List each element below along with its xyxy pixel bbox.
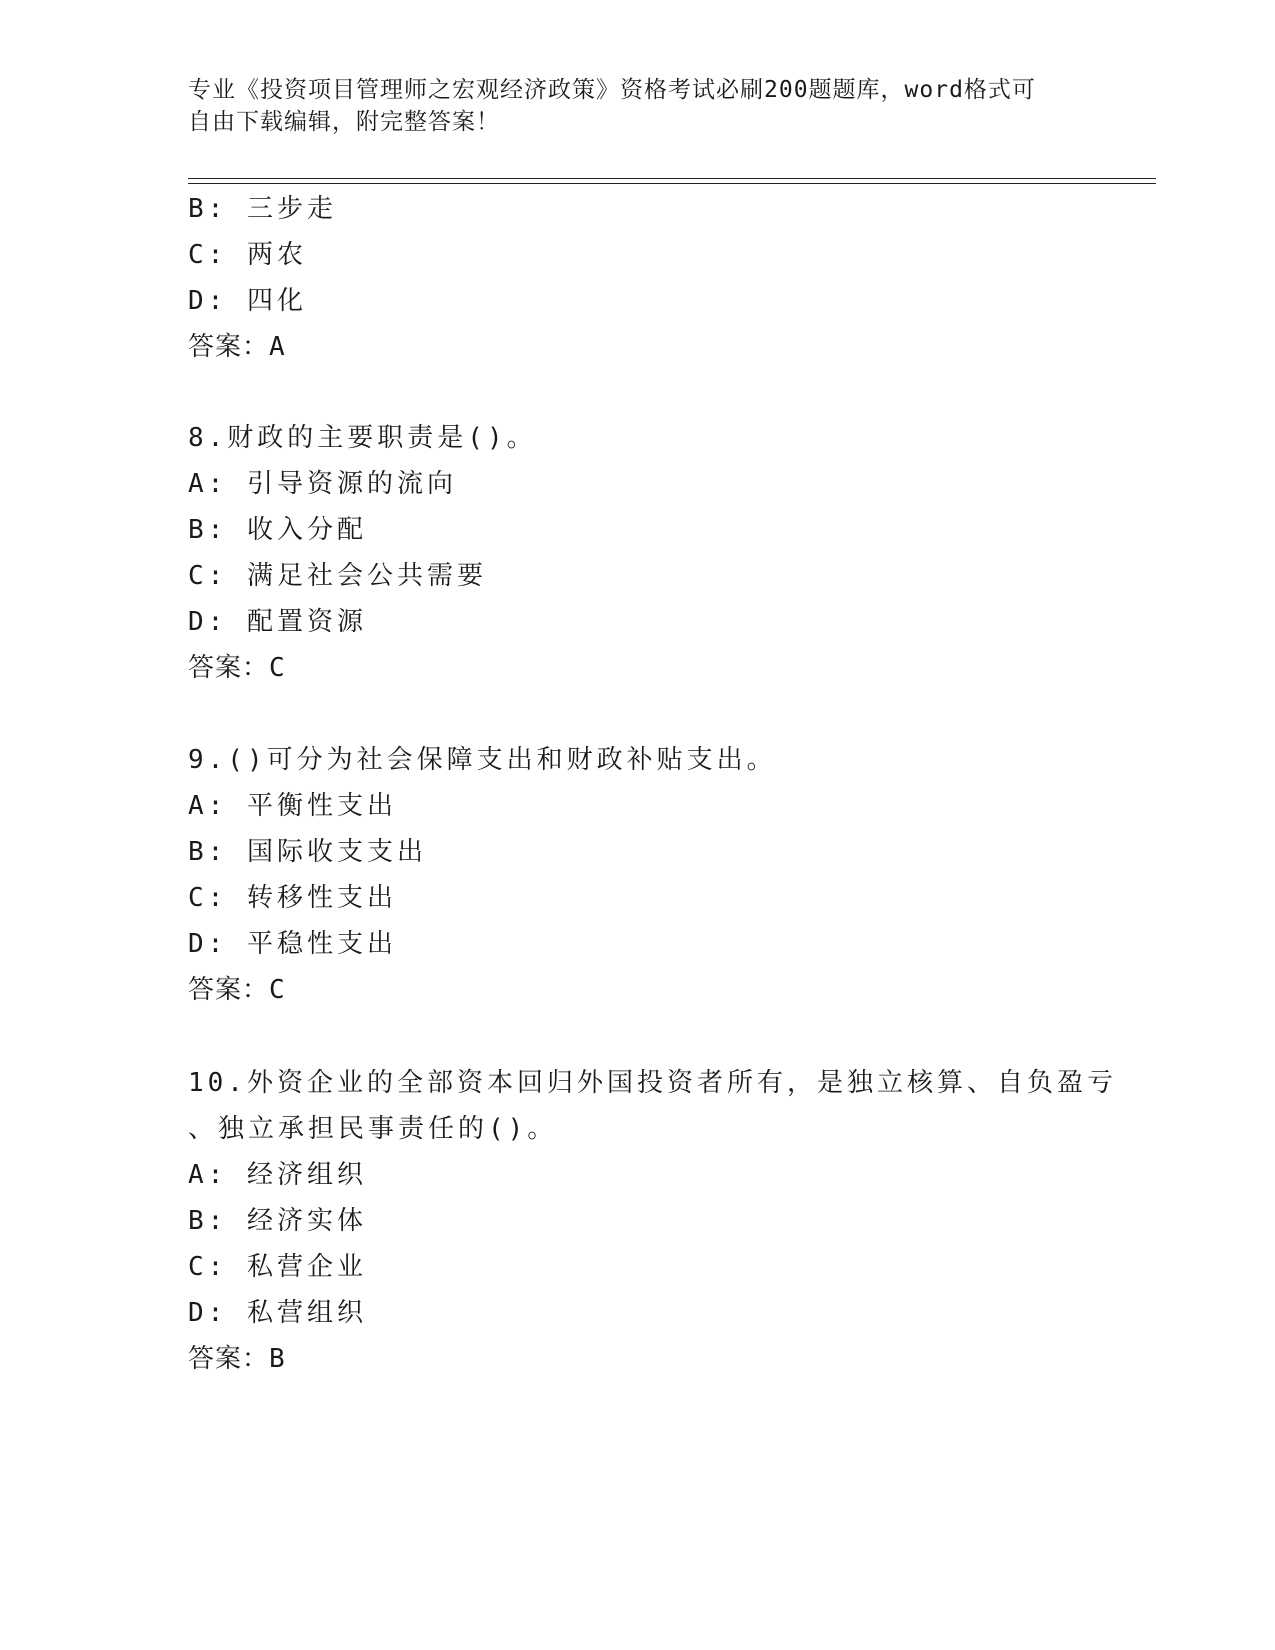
option-a: A: 引导资源的流向 (188, 469, 457, 499)
option-c: C: 转移性支出 (188, 883, 397, 913)
option-a: A: 经济组织 (188, 1160, 367, 1190)
option-c: C: 满足社会公共需要 (188, 561, 487, 591)
header-line-1: 专业《投资项目管理师之宏观经济政策》资格考试必刷200题题库，word格式可 (188, 77, 1036, 103)
answer-line (188, 650, 286, 686)
answer-label: 答案： (188, 653, 270, 683)
option-c: C: 两农 (188, 240, 307, 270)
option-d: D: 平稳性支出 (188, 929, 397, 959)
option-d: D: 配置资源 (188, 607, 367, 637)
option-b: B: 经济实体 (188, 1206, 367, 1236)
header-rule-top (188, 178, 1156, 179)
question-10-stem-line-1: 10.外资企业的全部资本回归外国投资者所有，是独立核算、自负盈亏 (188, 1068, 1117, 1098)
question-10-stem-line-2: 、独立承担民事责任的()。 (188, 1114, 558, 1144)
answer-label: 答案： (188, 975, 270, 1005)
option-b: B: 三步走 (188, 194, 337, 224)
header-line-2: 自由下载编辑，附完整答案！ (188, 109, 500, 135)
option-c: C: 私营企业 (188, 1252, 367, 1282)
option-a: A: 平衡性支出 (188, 791, 397, 821)
option-b: B: 收入分配 (188, 515, 367, 545)
answer-label: 答案： (188, 1344, 270, 1374)
option-d: D: 私营组织 (188, 1298, 367, 1328)
answer-value: B (269, 1344, 286, 1374)
question-9-stem: 9.()可分为社会保障支出和财政补贴支出。 (188, 745, 777, 775)
option-d: D: 四化 (188, 286, 307, 316)
question-8-stem: 8.财政的主要职责是()。 (188, 423, 537, 453)
answer-line (188, 1341, 286, 1377)
answer-line (188, 972, 286, 1008)
answer-value: A (269, 332, 286, 362)
option-b: B: 国际收支支出 (188, 837, 427, 867)
answer-label: 答案： (188, 332, 270, 362)
answer-line (188, 329, 286, 365)
answer-value: C (269, 653, 286, 683)
answer-value: C (269, 975, 286, 1005)
header-rule-bottom (188, 183, 1156, 184)
document-header (188, 74, 1068, 138)
